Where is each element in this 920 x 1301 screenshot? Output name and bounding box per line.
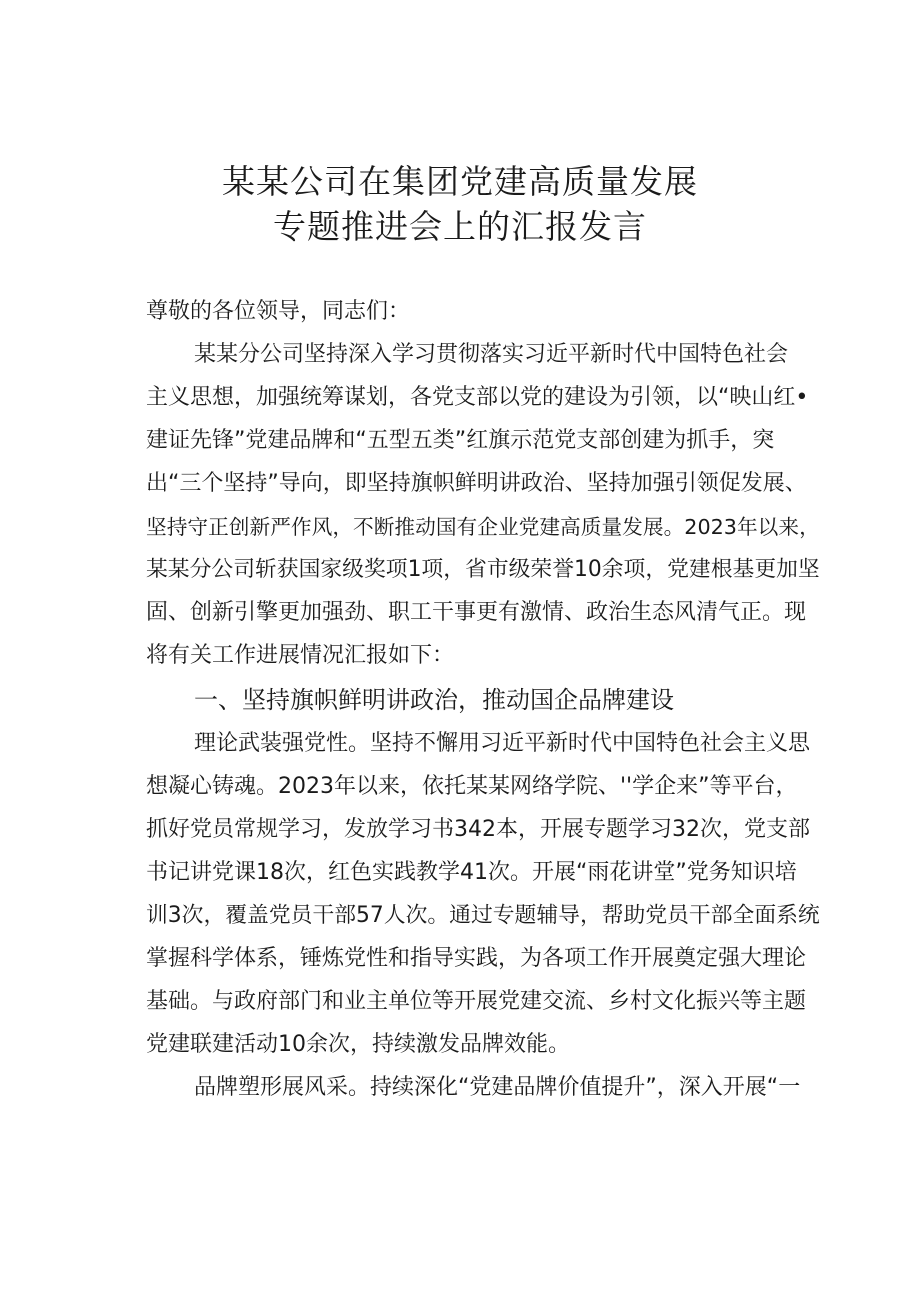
section-1-para-1-line-2: 想凝心铸魂。2023年以来，依托某某网络学院、''学企来”等平台，	[146, 774, 798, 799]
intro-line-7: 固、创新引擎更加强劲、职工干事更有激情、政治生态风清气正。现	[146, 600, 807, 625]
intro-line-2: 主义思想，加强统筹谋划，各党支部以党的建设为引领，以“映山红•	[146, 385, 809, 410]
section-1-para-1-line-7: 基础。与政府部门和业主单位等开展党建交流、乡村文化振兴等主题	[146, 989, 807, 1014]
section-1-para-2-line-1: 品牌塑形展风采。持续深化“党建品牌价值提升”，深入开展“一	[194, 1075, 801, 1100]
section-1-para-1-line-1: 理论武装强党性。坚持不懈用习近平新时代中国特色社会主义思	[194, 731, 811, 756]
intro-line-5: 坚持守正创新严作风，不断推动国有企业党建高质量发展。2023年以来，	[146, 515, 820, 539]
document-title-line-2: 专题推进会上的汇报发言	[273, 207, 647, 246]
salutation: 尊敬的各位领导，同志们：	[146, 299, 411, 324]
section-1-para-1-line-8: 党建联建活动10余次，持续激发品牌效能。	[146, 1032, 570, 1057]
intro-line-3: 建证先锋”党建品牌和“五型五类”红旗示范党支部创建为抓手，突	[146, 428, 775, 453]
section-1-para-1-line-6: 掌握科学体系，锤炼党性和指导实践，为各项工作开展奠定强大理论	[146, 946, 807, 971]
intro-line-4: 出“三个坚持”导向，即坚持旗帜鲜明讲政治、坚持加强引领促发展、	[146, 471, 807, 496]
document-title-line-1: 某某公司在集团党建高质量发展	[222, 162, 698, 201]
section-1-heading: 一、坚持旗帜鲜明讲政治，推动国企品牌建设	[194, 686, 674, 714]
intro-line-1: 某某分公司坚持深入学习贯彻落实习近平新时代中国特色社会	[194, 342, 789, 367]
intro-line-6: 某某分公司斩获国家级奖项1项，省市级荣誉10余项，党建根基更加坚	[146, 557, 820, 582]
section-1-para-1-line-3: 抓好党员常规学习，发放学习书342本，开展专题学习32次，党支部	[146, 817, 810, 842]
section-1-para-1-line-4: 书记讲党课18次，红色实践教学41次。开展“雨花讲堂”党务知识培	[146, 860, 797, 885]
section-1-para-1-line-5: 训3次，覆盖党员干部57人次。通过专题辅导，帮助党员干部全面系统	[146, 903, 820, 928]
intro-line-8: 将有关工作进展情况汇报如下：	[146, 643, 455, 668]
